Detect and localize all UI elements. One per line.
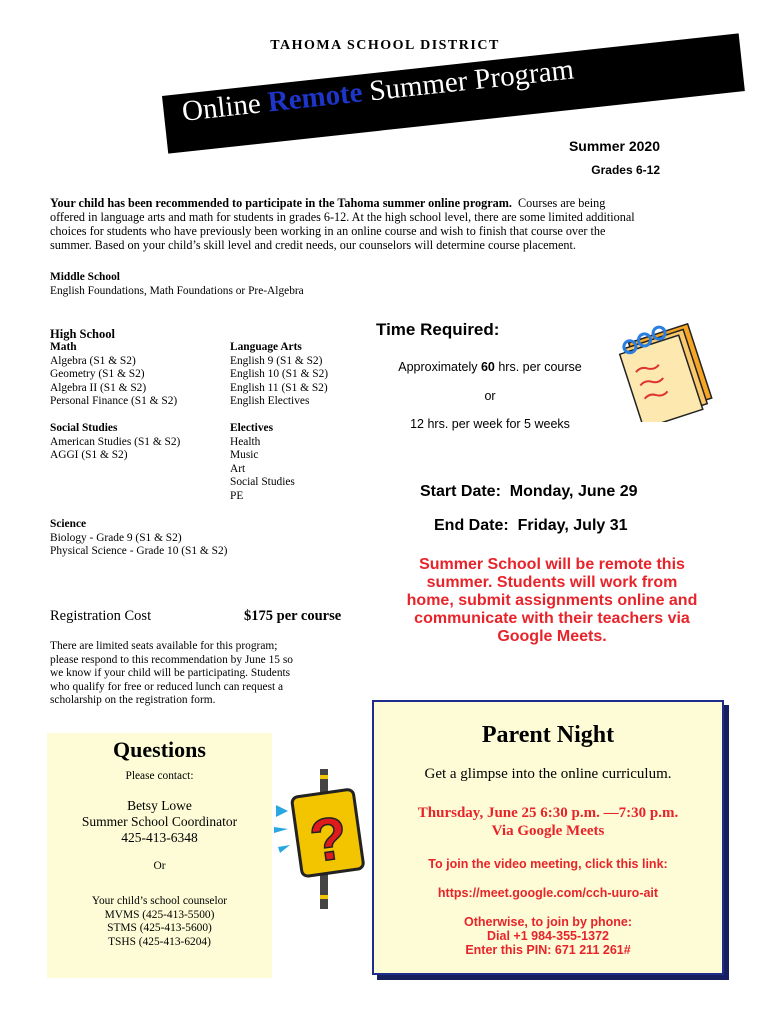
title-word-remote: Remote (266, 76, 365, 119)
registration-cost: $175 per course (244, 608, 342, 624)
electives-item: Art (230, 462, 246, 475)
middle-school-courses: English Foundations, Math Foundations or Pre-Algebra (50, 285, 304, 297)
remote-notice-line: home, submit assignments online and (406, 592, 698, 609)
electives-item: Social Studies (230, 476, 295, 489)
approx-prefix: Approximately (398, 360, 478, 374)
high-school-left-column (50, 341, 230, 463)
remote-notice (374, 556, 730, 646)
social-studies-item: American Studies (S1 & S2) (50, 435, 181, 448)
counselor-label: Your child’s school counselor (91, 895, 228, 907)
questions-title: Questions (113, 737, 206, 762)
calendar-icon (608, 312, 728, 422)
registration-label: Registration Cost (50, 608, 152, 624)
math-item: Personal Finance (S1 & S2) (50, 395, 178, 408)
middle-school-title: Middle School (50, 271, 120, 283)
end-date-value: Friday, July 31 (517, 517, 628, 534)
language-arts-item: English 11 (S1 & S2) (230, 381, 328, 394)
time-or: or (484, 389, 496, 403)
school-phone: TSHS (425-413-6204) (108, 935, 211, 948)
coordinator-contact (47, 798, 272, 846)
language-arts-item: English 10 (S1 & S2) (230, 368, 329, 381)
parent-night-via: Via Google Meets (491, 823, 605, 839)
approx-hours (370, 360, 610, 374)
remote-notice-line: Summer School will be remote this (419, 556, 685, 573)
district-name: TAHOMA SCHOOL DISTRICT (270, 38, 500, 53)
phone-dial-number: Dial +1 984-355-1372 (487, 929, 609, 943)
title-word-summer-program: Summer Program (367, 53, 576, 108)
intro-line3: choices for students who have previously been working in an online course and wish to finish that course over the (50, 224, 606, 238)
coordinator-role: Summer School Coordinator (81, 814, 238, 829)
math-item: Algebra II (S1 & S2) (50, 381, 147, 394)
electives-item: Music (230, 449, 259, 462)
science-title: Science (50, 518, 87, 530)
registration-line: we know if your child will be participating. Students (50, 667, 291, 680)
counselor-contacts (47, 895, 272, 949)
start-date-label: Start Date: (420, 483, 501, 500)
please-contact: Please contact: (125, 770, 194, 782)
weekly-hours: 12 hrs. per week for 5 weeks (410, 417, 570, 431)
time-required-title: Time Required: (376, 320, 500, 339)
start-date (420, 483, 638, 501)
math-item: Algebra (S1 & S2) (50, 354, 136, 367)
math-item: Geometry (S1 & S2) (50, 368, 145, 381)
intro-line2: offered in language arts and math for students in grades 6-12. At the high school level, there are some limited additional (50, 210, 635, 224)
science-section (50, 518, 350, 559)
remote-notice-line: Google Meets. (497, 628, 607, 645)
parent-night-when: Thursday, June 25 6:30 p.m. —7:30 p.m. (417, 805, 679, 821)
social-studies-item: AGGI (S1 & S2) (50, 449, 128, 462)
end-date (434, 517, 628, 535)
questions-or: Or (153, 860, 166, 872)
end-date-label: End Date: (434, 517, 509, 534)
intro-line1: Courses are being (518, 196, 606, 210)
registration-details (50, 640, 355, 708)
electives-title: Electives (230, 421, 274, 434)
intro-line4: summer. Based on your child’s skill level and credit needs, our counselors will determine course placement. (50, 238, 576, 252)
high-school-title: High School (50, 327, 115, 341)
remote-notice-line: communicate with their teachers via (414, 610, 690, 627)
coordinator-phone: 425-413-6348 (121, 830, 198, 845)
high-school-right-column (230, 341, 370, 504)
parent-night-title: Parent Night (481, 722, 615, 748)
meeting-link[interactable]: https://meet.google.com/cch-uuro-ait (437, 886, 659, 900)
electives-item: Health (230, 435, 261, 448)
phone-pin: Enter this PIN: 671 211 261# (465, 943, 631, 957)
school-phone: MVMS (425-413-5500) (104, 908, 215, 921)
registration-line: scholarship on the registration form. (50, 694, 216, 707)
language-arts-item: English Electives (230, 395, 310, 408)
parent-night-schedule (372, 804, 724, 840)
registration-line: please respond to this recommendation by June 15 so (50, 653, 293, 666)
school-phone: STMS (425-413-5600) (107, 922, 212, 935)
registration-line: who qualify for free or reduced lunch can request a (50, 680, 284, 693)
language-arts-title: Language Arts (230, 341, 302, 353)
phone-join-details (372, 915, 724, 957)
title-word-online: Online (180, 87, 263, 128)
approx-hours-value: 60 (480, 360, 495, 374)
approx-suffix: hrs. per course (498, 360, 582, 374)
electives-item: PE (230, 489, 244, 502)
math-title: Math (50, 341, 77, 353)
social-studies-title: Social Studies (50, 421, 118, 434)
question-mark-sign-icon (272, 765, 372, 915)
parent-night-subtitle: Get a glimpse into the online curriculum. (424, 766, 672, 782)
remote-notice-line: summer. Students will work from (426, 574, 678, 591)
grades-label: Grades 6-12 (591, 163, 660, 177)
join-instructions: To join the video meeting, click this link: (428, 857, 668, 871)
science-item: Biology - Grade 9 (S1 & S2) (50, 531, 182, 544)
intro-paragraph (50, 196, 730, 252)
phone-join-line: Otherwise, to join by phone: (463, 915, 633, 929)
intro-bold: Your child has been recommended to participate in the Tahoma summer online program. (50, 196, 512, 210)
start-date-value: Monday, June 29 (509, 483, 638, 500)
language-arts-item: English 9 (S1 & S2) (230, 354, 323, 367)
season-label: Summer 2020 (568, 138, 660, 154)
science-item: Physical Science - Grade 10 (S1 & S2) (50, 545, 228, 558)
svg-text:?: ? (305, 803, 352, 876)
coordinator-name: Betsy Lowe (127, 798, 192, 813)
registration-line: There are limited seats available for this program; (50, 640, 278, 652)
